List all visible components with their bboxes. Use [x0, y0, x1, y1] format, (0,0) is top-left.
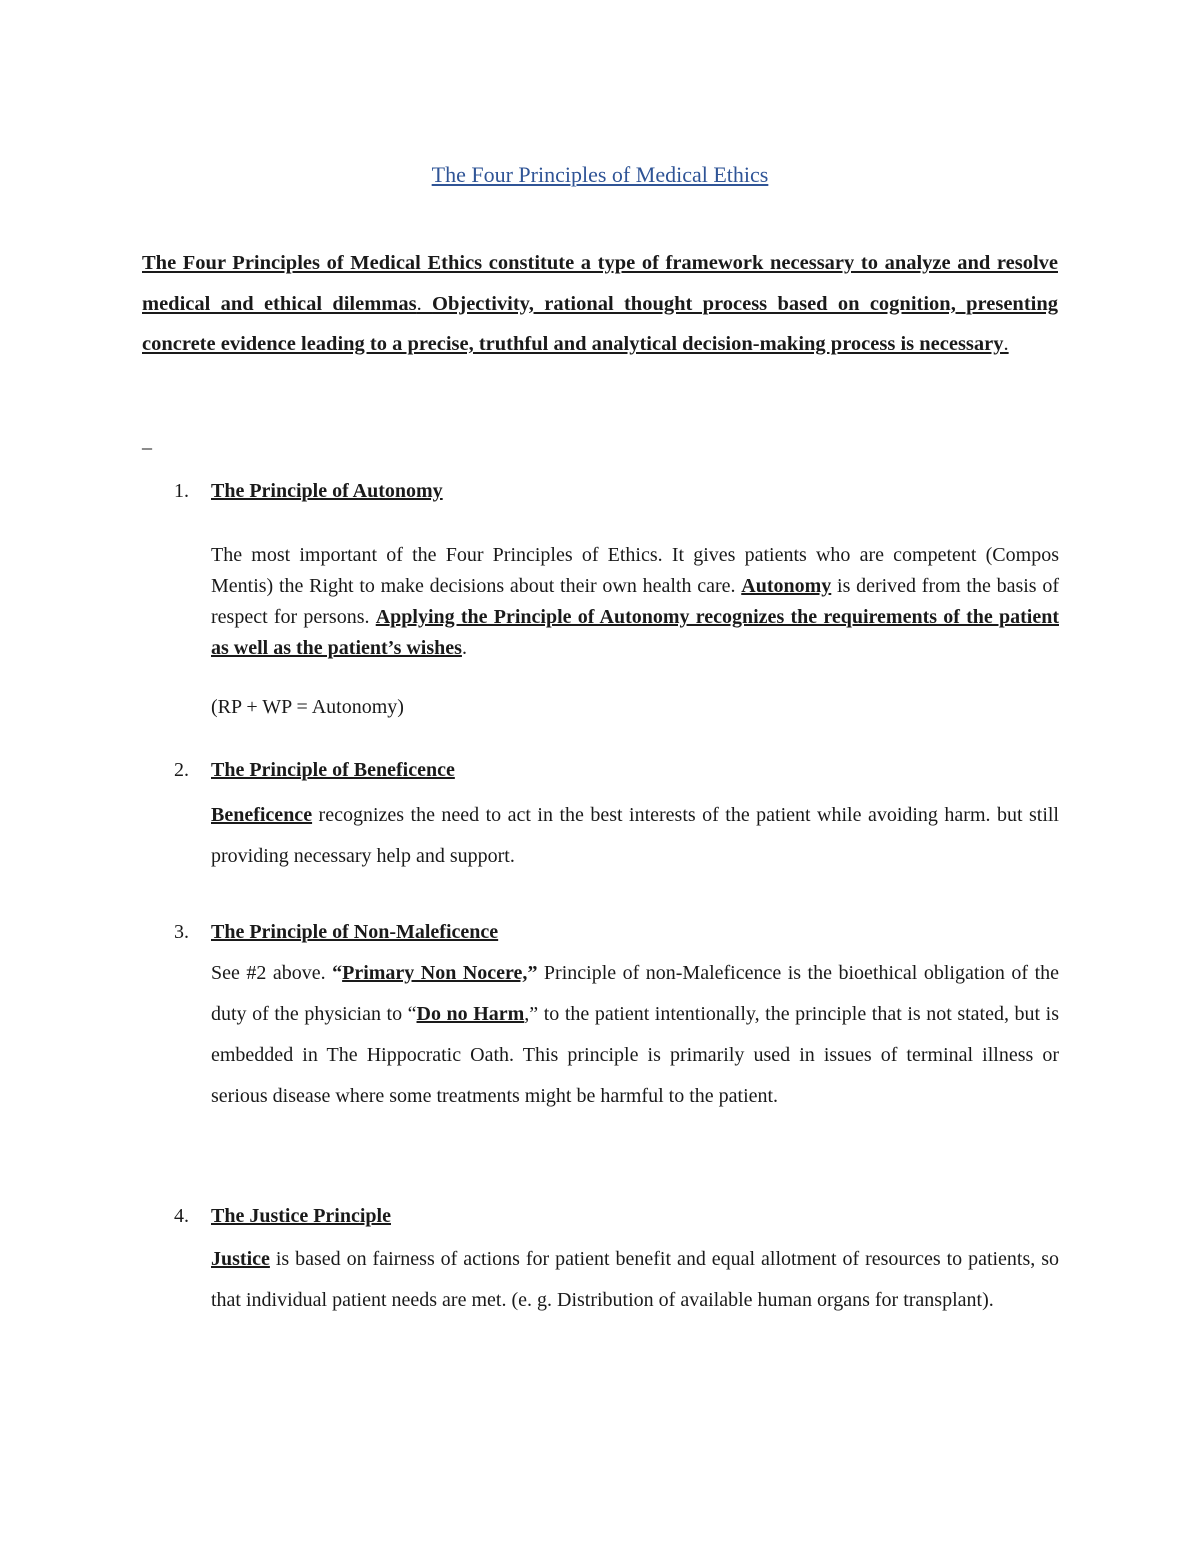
- quote-close: ”: [527, 962, 538, 984]
- autonomy-end: .: [461, 637, 467, 659]
- non-maleficence-paragraph: [211, 953, 1059, 1117]
- justice-term: Justice: [211, 1248, 270, 1270]
- quote-open: “: [332, 962, 343, 984]
- document-title: The Four Principles of Medical Ethics: [431, 162, 769, 187]
- intro-part-2: Objectivity, rational thought process based on cognition, presenting concrete evidence leading to a precise, truthful and analytical decision-making process is necessary: [142, 292, 1058, 355]
- heading-justice: The Justice Principle: [211, 1205, 391, 1227]
- heading-non-maleficence: The Principle of Non-Maleficence: [211, 921, 499, 943]
- list-number-4: 4.: [174, 1205, 189, 1227]
- beneficence-paragraph: [211, 795, 1059, 877]
- autonomy-emphasis: Applying the Principle of Autonomy recognizes the requirements of the patient as well as the patient’s wishes: [211, 606, 1059, 659]
- list-number-1: 1.: [174, 480, 189, 502]
- non-maleficence-text-c: ,” to the patient intentionally, the principle that is not stated, but is embedded in The Hippocratic Oath. This principle is primarily used in issues of terminal illness or serious disease where some treatments might be harmful to the patient.: [211, 1003, 1059, 1107]
- heading-autonomy: The Principle of Autonomy: [211, 480, 443, 502]
- autonomy-term: Autonomy: [741, 575, 832, 597]
- non-maleficence-text-a: See #2 above.: [211, 962, 333, 984]
- beneficence-text: recognizes the need to act in the best interests of the patient while avoiding harm. but still providing necessary help and support.: [211, 804, 1059, 867]
- autonomy-text-a: The most important of the Four Principles of Ethics. It gives patients who are competent (Compos Mentis) the Right to make decisions about their own health care.: [211, 544, 1059, 597]
- latin-phrase: Primary Non Nocere,: [342, 962, 528, 984]
- autonomy-text-b: is derived from the basis of respect for persons.: [211, 575, 1059, 628]
- autonomy-paragraph: [211, 540, 1059, 664]
- intro-end: .: [1003, 333, 1009, 355]
- list-number-3: 3.: [174, 921, 189, 943]
- do-no-harm-phrase: Do no Harm: [416, 1003, 525, 1025]
- justice-paragraph: [211, 1239, 1059, 1321]
- intro-part-1: The Four Principles of Medical Ethics constitute a type of framework necessary to analyze and resolve medical and ethical dilemmas: [142, 252, 1058, 315]
- dash-marker: _: [142, 430, 152, 452]
- intro-paragraph: [142, 243, 1058, 365]
- list-number-2: 2.: [174, 759, 189, 781]
- non-maleficence-text-b: Principle of non-Maleficence is the bioethical obligation of the duty of the physician to “: [211, 962, 1060, 1025]
- beneficence-term: Beneficence: [211, 804, 313, 826]
- autonomy-formula: (RP + WP = Autonomy): [211, 696, 404, 718]
- intro-separator: .: [416, 292, 433, 315]
- justice-text: is based on fairness of actions for patient benefit and equal allotment of resources to patients, so that individual patient needs are met. (e. g. Distribution of available human organs for transplant).: [211, 1248, 1059, 1311]
- heading-beneficence: The Principle of Beneficence: [211, 759, 455, 781]
